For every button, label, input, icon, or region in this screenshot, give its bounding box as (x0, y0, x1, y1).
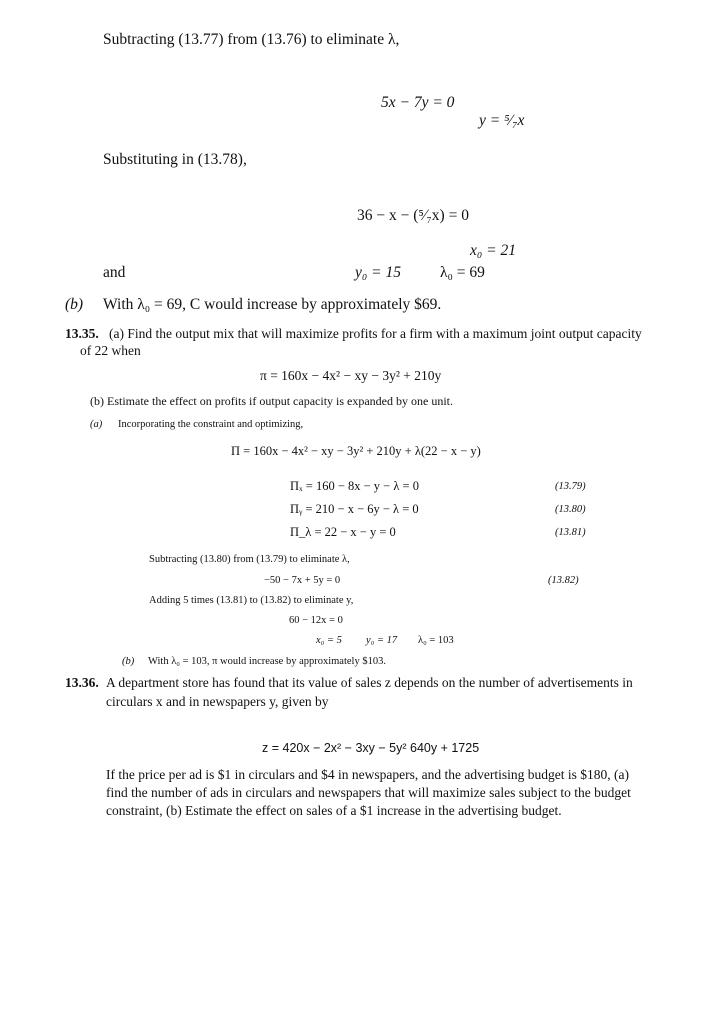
equation-tag: (13.79) (555, 481, 586, 492)
equation: y₀ = 15 (355, 264, 401, 281)
equation: λ₀ = 103 (418, 635, 454, 646)
part-label: (b) (65, 296, 84, 313)
text-line: If the price per ad is $1 in circulars and $4 in newspapers, and the advertising budget is $180, (a) (106, 767, 629, 782)
equation: π = 160x − 4x² − xy − 3y² + 210y (260, 368, 442, 383)
text-line: A department store has found that its value of sales z depends on the number of advertisements in (106, 675, 633, 690)
text-line: Subtracting (13.77) from (13.76) to eliminate λ, (103, 31, 400, 48)
equation: Πᵧ = 210 − x − 6y − λ = 0 (290, 502, 419, 516)
equation: x₀ = 21 (470, 242, 516, 259)
text-line: Substituting in (13.78), (103, 151, 247, 168)
part-label: (b) (122, 656, 135, 667)
problem-number: 13.35. (65, 326, 99, 341)
text-line: With λ₀ = 69, C would increase by approximately $69. (103, 296, 442, 313)
equation: z = 420x − 2x² − 3xy − 5y² 640y + 1725 (262, 741, 480, 755)
text-line: Incorporating the constraint and optimizing, (118, 419, 304, 430)
equation-tag: (13.80) (555, 504, 586, 515)
equation: 5x − 7y = 0 (381, 94, 455, 111)
text-line: Adding 5 times (13.81) to (13.82) to eliminate y, (149, 595, 354, 606)
equation: x₀ = 5 (316, 635, 342, 646)
equation-tag: (13.81) (555, 527, 586, 538)
text-line: of 22 when (80, 343, 141, 358)
equation: 36 − x − (⁵⁄₇x) = 0 (357, 207, 469, 224)
text-line: With λ₀ = 103, π would increase by approximately $103. (148, 656, 386, 667)
equation: −50 − 7x + 5y = 0 (264, 575, 341, 586)
equation: y₀ = 17 (366, 635, 398, 646)
text-line: (b) Estimate the effect on profits if output capacity is expanded by one unit. (90, 394, 454, 408)
equation: y = ⁵⁄₇x (479, 112, 525, 129)
part-label: (a) (90, 419, 103, 430)
equation: λ₀ = 69 (440, 264, 485, 281)
text-line: find the number of ads in circulars and newspapers that will maximize sales subject to the budget (106, 785, 631, 800)
text-line: circulars x and in newspapers y, given by (106, 694, 329, 709)
text-line: (a) Find the output mix that will maximize profits for a firm with a maximum joint output capacity (109, 326, 642, 341)
problem-number: 13.36. (65, 675, 99, 690)
text-line: constraint, (b) Estimate the effect on sales of a $1 increase in the advertising budget. (106, 803, 562, 818)
text-line: and (103, 264, 126, 281)
equation: 60 − 12x = 0 (289, 615, 343, 626)
text-line: Subtracting (13.80) from (13.79) to eliminate λ, (149, 554, 350, 565)
equation: Π = 160x − 4x² − xy − 3y² + 210y + λ(22 − x − y) (231, 444, 481, 458)
equation: Π_λ = 22 − x − y = 0 (290, 525, 396, 539)
equation: Πₓ = 160 − 8x − y − λ = 0 (290, 479, 419, 493)
equation-tag: (13.82) (548, 575, 579, 586)
